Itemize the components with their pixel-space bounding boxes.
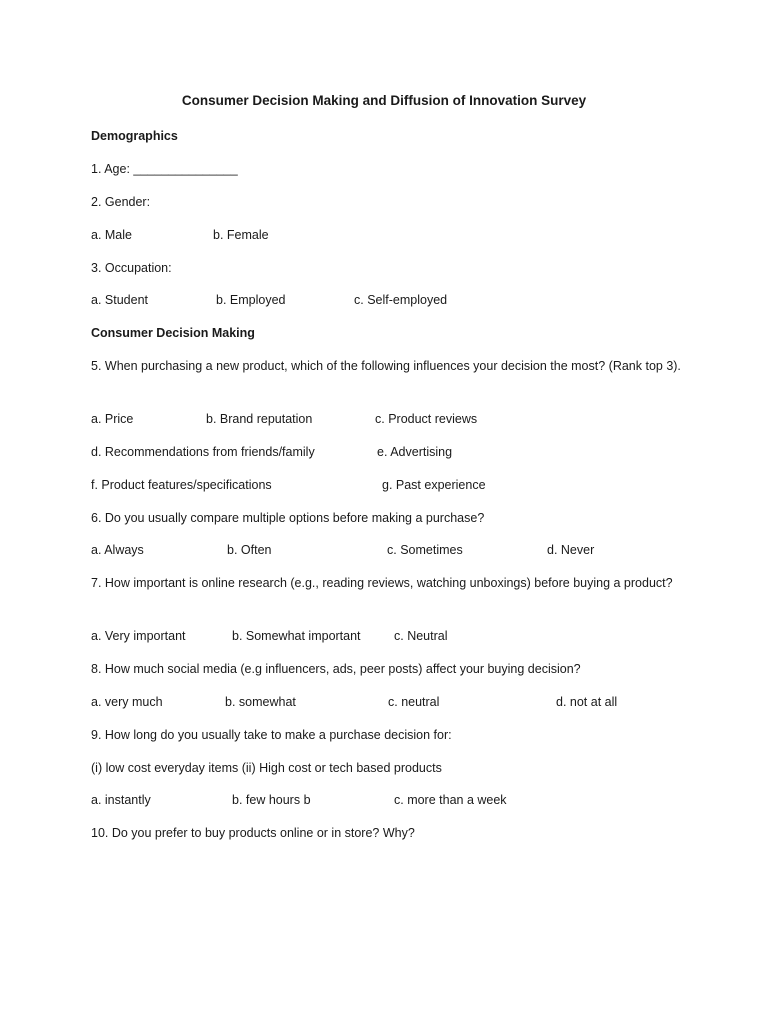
option-sometimes: c. Sometimes: [387, 543, 463, 557]
option-instantly: a. instantly: [91, 793, 151, 807]
section-demographics: Demographics: [91, 129, 178, 143]
question-3-occupation: 3. Occupation:: [91, 261, 172, 275]
option-somewhat-important: b. Somewhat important: [232, 629, 361, 643]
option-employed: b. Employed: [216, 293, 286, 307]
question-8-social-media: 8. How much social media (e.g influencers, ads, peer posts) affect your buying decision?: [91, 662, 581, 676]
document-title: Consumer Decision Making and Diffusion of Innovation Survey: [181, 93, 587, 108]
option-neutral-8: c. neutral: [388, 695, 440, 709]
question-6-options: [91, 540, 691, 560]
option-self-employed: c. Self-employed: [354, 293, 448, 307]
question-5-options-row-2: [91, 442, 691, 462]
question-9-decision-time: 9. How long do you usually take to make a purchase decision for:: [91, 728, 452, 742]
option-often: b. Often: [227, 543, 272, 557]
question-3-options: [91, 290, 691, 310]
option-few-hours: b. few hours b: [232, 793, 311, 807]
option-student: a. Student: [91, 293, 148, 307]
option-neutral: c. Neutral: [394, 629, 448, 643]
question-9-subparts: (i) low cost everyday items (ii) High cost or tech based products: [91, 761, 442, 775]
question-5-options-row-1: [91, 409, 691, 429]
option-product-reviews: c. Product reviews: [375, 412, 478, 426]
question-5-influences: 5. When purchasing a new product, which of the following influences your decision the most? (Rank top 3).: [91, 359, 681, 373]
option-very-much: a. very much: [91, 695, 163, 709]
question-2-options: [91, 225, 691, 245]
section-consumer-decision-making: Consumer Decision Making: [91, 326, 255, 340]
option-never: d. Never: [547, 543, 595, 557]
option-recommendations: d. Recommendations from friends/family: [91, 445, 315, 459]
option-advertising: e. Advertising: [377, 445, 453, 459]
option-very-important: a. Very important: [91, 629, 186, 643]
option-somewhat: b. somewhat: [225, 695, 296, 709]
question-8-options: [91, 692, 691, 712]
question-10-online-or-store: 10. Do you prefer to buy products online or in store? Why?: [91, 826, 415, 840]
question-9-options: [91, 790, 691, 810]
question-1-age: 1. Age: _______________: [91, 162, 238, 176]
question-6-compare: 6. Do you usually compare multiple options before making a purchase?: [91, 511, 485, 525]
option-past-experience: g. Past experience: [382, 478, 486, 492]
option-more-than-a-week: c. more than a week: [394, 793, 507, 807]
question-5-options-row-3: [91, 475, 691, 495]
option-female: b. Female: [213, 228, 269, 242]
option-always: a. Always: [91, 543, 144, 557]
option-brand-reputation: b. Brand reputation: [206, 412, 313, 426]
option-male: a. Male: [91, 228, 132, 242]
option-price: a. Price: [91, 412, 134, 426]
question-7-online-research: 7. How important is online research (e.g., reading reviews, watching unboxings) before buying a product?: [91, 576, 673, 590]
option-product-features: f. Product features/specifications: [91, 478, 272, 492]
question-7-options: [91, 626, 691, 646]
question-2-gender: 2. Gender:: [91, 195, 151, 209]
option-not-at-all: d. not at all: [556, 695, 618, 709]
